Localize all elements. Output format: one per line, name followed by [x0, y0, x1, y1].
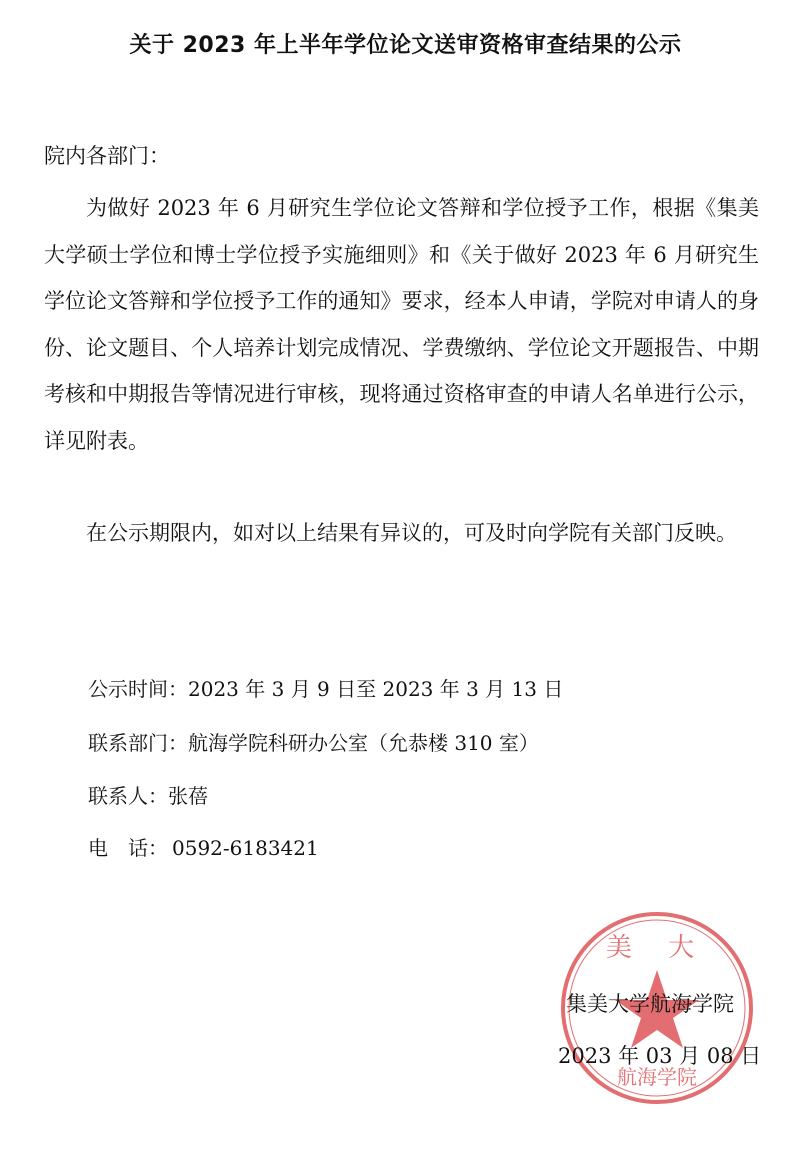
publicity-period: 公示时间：2023 年 3 月 9 日至 2023 年 3 月 13 日 [88, 677, 564, 701]
contact-phone [88, 832, 319, 861]
contact-person: 联系人：张蓓 [88, 784, 208, 808]
salutation: 院内各部门： [44, 144, 170, 168]
document-title: 关于 2023 年上半年学位论文送审资格审查结果的公示 [129, 33, 682, 58]
issuing-organization: 集美大学航海学院 [566, 992, 734, 1016]
body-paragraph-1: 为做好 2023 年 6 月研究生学位论文答辩和学位授予工作，根据《集美大学硕士学位和博士学位授予实施细则》和《关于做好 2023 年 6 月研究生学位论文答辩和学位授予工作的通知》要求，经本人申请，学院对申请人的身份、论文题目、个人培养计划完成情况、学费缴纳、学位论文开题报告、中期考核和中期报告等情况进行审核，现将通过资格审查的申请人名单进行公示，详见附表。 [44, 196, 759, 453]
issue-date: 2023 年 03 月 08 日 [558, 1044, 762, 1068]
body-paragraph-2: 在公示期限内，如对以上结果有异议的，可及时向学院有关部门反映。 [86, 521, 737, 545]
contact-department: 联系部门：航海学院科研办公室（允恭楼 310 室） [88, 731, 539, 755]
seal-bottom-text: 航海学院 [617, 1065, 697, 1089]
phone-label: 电 话： [88, 836, 168, 860]
phone-value: 0592-6183421 [172, 836, 319, 860]
seal-top-text: 美 大 [605, 933, 709, 963]
